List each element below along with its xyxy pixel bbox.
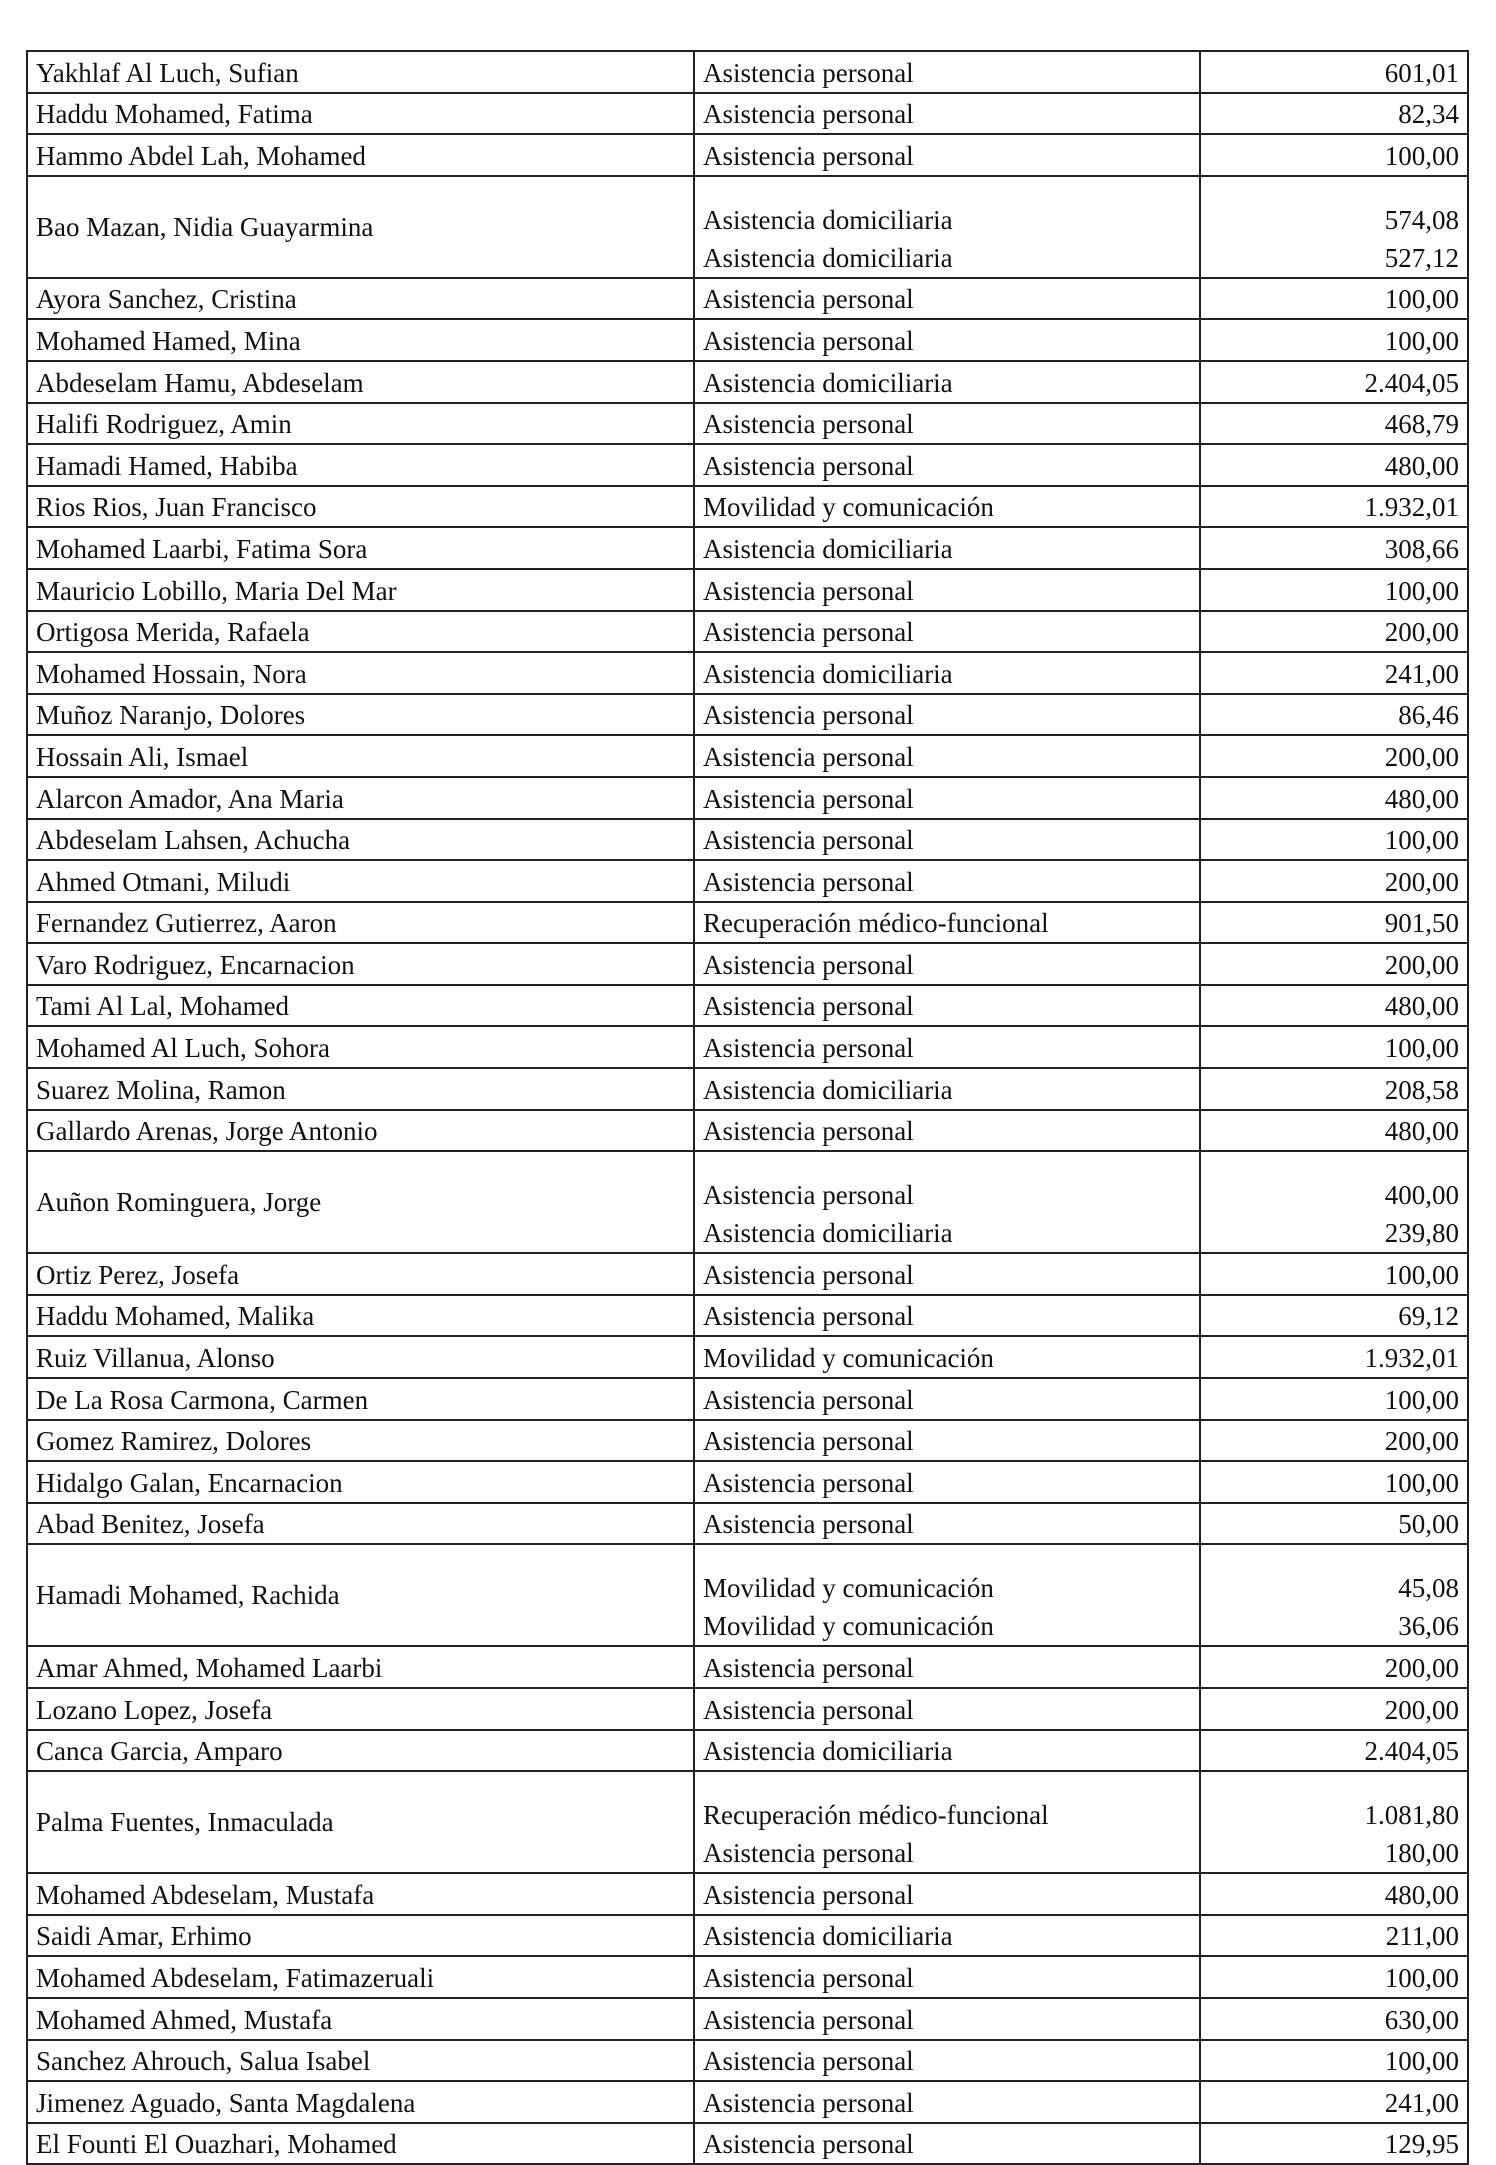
aid-amount-cell	[1200, 361, 1468, 403]
aid-concept-cell	[694, 1503, 1200, 1545]
aid-concept: Asistencia domiciliaria	[703, 242, 953, 273]
aid-concept-cell	[694, 1378, 1200, 1420]
aid-amount-cell	[1200, 652, 1468, 694]
aid-concept-cell	[694, 2040, 1200, 2082]
aid-amount: 100,00	[1384, 1384, 1459, 1415]
document-page	[26, 50, 1469, 2165]
table-row	[27, 2123, 1468, 2165]
aid-amount: 200,00	[1384, 741, 1459, 772]
aid-concept-cell	[694, 777, 1200, 819]
beneficiary-name: El Founti El Ouazhari, Mohamed	[27, 2123, 694, 2165]
aid-concept-cell	[694, 1253, 1200, 1295]
aid-amount-cell	[1200, 527, 1468, 569]
beneficiary-name: Palma Fuentes, Inmaculada	[27, 1771, 694, 1873]
aid-amount: 200,00	[1384, 617, 1459, 648]
aid-amount-cell	[1200, 1544, 1468, 1646]
table-row	[27, 1771, 1468, 1873]
beneficiary-name: Ortiz Perez, Josefa	[27, 1253, 694, 1295]
aid-concept: Asistencia domiciliaria	[703, 1921, 953, 1952]
aid-amount-cell	[1200, 985, 1468, 1027]
table-row	[27, 403, 1468, 445]
aid-concept: Asistencia personal	[703, 325, 914, 356]
table-row	[27, 527, 1468, 569]
aid-amount: 200,00	[1384, 866, 1459, 897]
table-row	[27, 1544, 1468, 1646]
aid-concept-cell	[694, 652, 1200, 694]
aid-amount: 100,00	[1384, 1033, 1459, 1064]
beneficiary-table	[26, 50, 1469, 2165]
aid-concept: Asistencia personal	[703, 825, 914, 856]
aid-concept-cell	[694, 527, 1200, 569]
aid-amount: 82,34	[1398, 99, 1459, 130]
aid-concept: Asistencia domiciliaria	[703, 204, 953, 235]
aid-concept: Asistencia personal	[703, 783, 914, 814]
beneficiary-name: Abdeselam Hamu, Abdeselam	[27, 361, 694, 403]
table-row	[27, 1873, 1468, 1915]
aid-concept: Asistencia personal	[703, 57, 914, 88]
table-row	[27, 777, 1468, 819]
beneficiary-name: Suarez Molina, Ramon	[27, 1068, 694, 1110]
table-row	[27, 51, 1468, 93]
beneficiary-name: Mohamed Hamed, Mina	[27, 319, 694, 361]
aid-concept-cell	[694, 1771, 1200, 1873]
beneficiary-name: Mohamed Hossain, Nora	[27, 652, 694, 694]
aid-amount-cell	[1200, 569, 1468, 611]
aid-amount-cell	[1200, 2081, 1468, 2123]
beneficiary-name: Auñon Rominguera, Jorge	[27, 1151, 694, 1253]
aid-concept-cell	[694, 1420, 1200, 1462]
aid-concept-cell	[694, 985, 1200, 1027]
aid-amount-cell	[1200, 1336, 1468, 1378]
aid-concept: Asistencia personal	[703, 1838, 914, 1869]
aid-concept-cell	[694, 1646, 1200, 1688]
aid-amount: 239,80	[1384, 1218, 1459, 1249]
table-row	[27, 1253, 1468, 1295]
beneficiary-name: Hamadi Mohamed, Rachida	[27, 1544, 694, 1646]
aid-amount-cell	[1200, 93, 1468, 135]
aid-amount: 36,06	[1398, 1611, 1459, 1642]
table-row	[27, 902, 1468, 944]
table-row	[27, 1378, 1468, 1420]
aid-amount: 129,95	[1384, 2129, 1459, 2160]
aid-amount: 100,00	[1384, 325, 1459, 356]
aid-concept: Asistencia personal	[703, 140, 914, 171]
aid-amount: 100,00	[1384, 2046, 1459, 2077]
aid-amount-cell	[1200, 860, 1468, 902]
aid-concept: Asistencia personal	[703, 1180, 914, 1211]
aid-concept: Asistencia domiciliaria	[703, 1736, 953, 1767]
aid-amount: 2.404,05	[1364, 367, 1459, 398]
aid-concept-cell	[694, 444, 1200, 486]
beneficiary-name: Varo Rodriguez, Encarnacion	[27, 943, 694, 985]
beneficiary-name: Mohamed Laarbi, Fatima Sora	[27, 527, 694, 569]
aid-concept: Asistencia personal	[703, 2004, 914, 2035]
aid-amount-cell	[1200, 1068, 1468, 1110]
table-row	[27, 819, 1468, 861]
aid-amount-cell	[1200, 1295, 1468, 1337]
aid-concept: Asistencia personal	[703, 949, 914, 980]
aid-amount: 468,79	[1384, 409, 1459, 440]
beneficiary-name: Ruiz Villanua, Alonso	[27, 1336, 694, 1378]
aid-amount: 100,00	[1384, 284, 1459, 315]
beneficiary-name: Mohamed Ahmed, Mustafa	[27, 1998, 694, 2040]
beneficiary-name: Ayora Sanchez, Cristina	[27, 278, 694, 320]
table-row	[27, 486, 1468, 528]
aid-concept-cell	[694, 1873, 1200, 1915]
beneficiary-name: Canca Garcia, Amparo	[27, 1730, 694, 1772]
aid-concept-cell	[694, 819, 1200, 861]
aid-concept-cell	[694, 1956, 1200, 1998]
aid-concept: Asistencia personal	[703, 1962, 914, 1993]
aid-concept: Recuperación médico-funcional	[703, 908, 1049, 939]
table-row	[27, 694, 1468, 736]
aid-amount-cell	[1200, 319, 1468, 361]
aid-concept: Asistencia personal	[703, 991, 914, 1022]
aid-concept: Recuperación médico-funcional	[703, 1800, 1049, 1831]
table-row	[27, 860, 1468, 902]
aid-concept: Asistencia personal	[703, 284, 914, 315]
beneficiary-name: Lozano Lopez, Josefa	[27, 1688, 694, 1730]
table-row	[27, 134, 1468, 176]
beneficiary-name: Alarcon Amador, Ana Maria	[27, 777, 694, 819]
aid-concept-cell	[694, 51, 1200, 93]
aid-amount-cell	[1200, 1730, 1468, 1772]
aid-concept: Asistencia personal	[703, 866, 914, 897]
aid-amount-cell	[1200, 1915, 1468, 1957]
aid-amount: 1.932,01	[1364, 1343, 1459, 1374]
aid-amount-cell	[1200, 403, 1468, 445]
table-row	[27, 444, 1468, 486]
table-row	[27, 93, 1468, 135]
beneficiary-name: Hossain Ali, Ismael	[27, 735, 694, 777]
aid-amount-cell	[1200, 694, 1468, 736]
aid-concept-cell	[694, 1068, 1200, 1110]
beneficiary-name: Gomez Ramirez, Dolores	[27, 1420, 694, 1462]
aid-amount-cell	[1200, 1461, 1468, 1503]
aid-amount: 601,01	[1384, 57, 1459, 88]
table-row	[27, 985, 1468, 1027]
aid-amount-cell	[1200, 2040, 1468, 2082]
aid-concept: Asistencia personal	[703, 1384, 914, 1415]
aid-concept: Asistencia domiciliaria	[703, 367, 953, 398]
table-body	[27, 51, 1468, 2164]
table-row	[27, 1688, 1468, 1730]
beneficiary-name: Hidalgo Galan, Encarnacion	[27, 1461, 694, 1503]
aid-amount: 100,00	[1384, 575, 1459, 606]
aid-amount: 200,00	[1384, 1653, 1459, 1683]
aid-concept-cell	[694, 134, 1200, 176]
aid-amount: 200,00	[1384, 1694, 1459, 1725]
aid-concept-cell	[694, 2081, 1200, 2123]
beneficiary-name: Rios Rios, Juan Francisco	[27, 486, 694, 528]
table-row	[27, 569, 1468, 611]
table-row	[27, 176, 1468, 278]
aid-concept: Asistencia personal	[703, 575, 914, 606]
aid-amount-cell	[1200, 1998, 1468, 2040]
aid-concept: Asistencia personal	[703, 1033, 914, 1064]
aid-amount: 527,12	[1384, 242, 1459, 273]
aid-concept: Asistencia personal	[703, 1259, 914, 1290]
aid-concept-cell	[694, 860, 1200, 902]
aid-amount-cell	[1200, 1688, 1468, 1730]
beneficiary-name: Amar Ahmed, Mohamed Laarbi	[27, 1646, 694, 1688]
aid-concept: Asistencia personal	[703, 2129, 914, 2160]
aid-amount: 574,08	[1384, 204, 1459, 235]
aid-amount-cell	[1200, 611, 1468, 653]
aid-amount: 100,00	[1384, 140, 1459, 171]
beneficiary-name: Muñoz Naranjo, Dolores	[27, 694, 694, 736]
table-row	[27, 1110, 1468, 1152]
beneficiary-name: Mohamed Al Luch, Sohora	[27, 1026, 694, 1068]
aid-concept: Asistencia personal	[703, 1653, 914, 1683]
table-row	[27, 1151, 1468, 1253]
aid-concept-cell	[694, 1026, 1200, 1068]
beneficiary-name: Gallardo Arenas, Jorge Antonio	[27, 1110, 694, 1152]
aid-concept-cell	[694, 735, 1200, 777]
table-row	[27, 1730, 1468, 1772]
aid-concept: Asistencia domiciliaria	[703, 658, 953, 689]
aid-amount: 901,50	[1384, 908, 1459, 939]
aid-concept: Asistencia personal	[703, 741, 914, 772]
aid-amount: 630,00	[1384, 2004, 1459, 2035]
table-row	[27, 1503, 1468, 1545]
aid-concept-cell	[694, 319, 1200, 361]
aid-amount: 100,00	[1384, 1962, 1459, 1993]
beneficiary-name: Ahmed Otmani, Miludi	[27, 860, 694, 902]
aid-concept-cell	[694, 1151, 1200, 1253]
aid-amount-cell	[1200, 1378, 1468, 1420]
beneficiary-name: Abdeselam Lahsen, Achucha	[27, 819, 694, 861]
aid-amount-cell	[1200, 134, 1468, 176]
aid-concept: Asistencia personal	[703, 700, 914, 731]
aid-concept: Movilidad y comunicación	[703, 1573, 994, 1604]
table-row	[27, 2081, 1468, 2123]
table-row	[27, 735, 1468, 777]
beneficiary-name: Tami Al Lal, Mohamed	[27, 985, 694, 1027]
aid-amount: 480,00	[1384, 450, 1459, 481]
aid-amount: 69,12	[1398, 1301, 1459, 1332]
table-row	[27, 1915, 1468, 1957]
aid-concept-cell	[694, 1336, 1200, 1378]
beneficiary-name: Haddu Mohamed, Malika	[27, 1295, 694, 1337]
aid-concept: Asistencia personal	[703, 2046, 914, 2077]
table-row	[27, 361, 1468, 403]
table-row	[27, 1461, 1468, 1503]
aid-amount: 400,00	[1384, 1180, 1459, 1211]
aid-concept: Asistencia personal	[703, 2087, 914, 2118]
beneficiary-name: Mauricio Lobillo, Maria Del Mar	[27, 569, 694, 611]
aid-concept-cell	[694, 1915, 1200, 1957]
aid-concept: Asistencia domiciliaria	[703, 1218, 953, 1249]
aid-amount-cell	[1200, 943, 1468, 985]
aid-amount-cell	[1200, 1956, 1468, 1998]
aid-concept: Asistencia personal	[703, 1467, 914, 1498]
aid-concept: Movilidad y comunicación	[703, 1611, 994, 1642]
aid-amount: 308,66	[1384, 533, 1459, 564]
aid-concept-cell	[694, 176, 1200, 278]
table-row	[27, 319, 1468, 361]
table-row	[27, 2040, 1468, 2082]
aid-concept-cell	[694, 2123, 1200, 2165]
aid-amount: 480,00	[1384, 1116, 1459, 1147]
aid-amount-cell	[1200, 51, 1468, 93]
beneficiary-name: Mohamed Abdeselam, Fatimazeruali	[27, 1956, 694, 1998]
beneficiary-name: Mohamed Abdeselam, Mustafa	[27, 1873, 694, 1915]
aid-amount-cell	[1200, 2123, 1468, 2165]
aid-concept: Asistencia domiciliaria	[703, 1074, 953, 1105]
aid-amount: 241,00	[1384, 658, 1459, 689]
aid-amount-cell	[1200, 444, 1468, 486]
aid-concept: Asistencia personal	[703, 1426, 914, 1457]
beneficiary-name: Sanchez Ahrouch, Salua Isabel	[27, 2040, 694, 2082]
aid-concept: Asistencia personal	[703, 99, 914, 130]
aid-concept-cell	[694, 403, 1200, 445]
aid-concept-cell	[694, 486, 1200, 528]
beneficiary-name: Ortigosa Merida, Rafaela	[27, 611, 694, 653]
aid-amount-cell	[1200, 1253, 1468, 1295]
aid-concept-cell	[694, 93, 1200, 135]
aid-concept: Asistencia personal	[703, 1509, 914, 1540]
table-row	[27, 278, 1468, 320]
aid-amount: 100,00	[1384, 825, 1459, 856]
table-row	[27, 1998, 1468, 2040]
aid-amount-cell	[1200, 176, 1468, 278]
beneficiary-name: Halifi Rodriguez, Amin	[27, 403, 694, 445]
aid-amount-cell	[1200, 1110, 1468, 1152]
beneficiary-name: Saidi Amar, Erhimo	[27, 1915, 694, 1957]
aid-amount-cell	[1200, 735, 1468, 777]
aid-concept: Asistencia personal	[703, 617, 914, 648]
aid-amount: 100,00	[1384, 1467, 1459, 1498]
table-row	[27, 1420, 1468, 1462]
aid-concept-cell	[694, 1688, 1200, 1730]
aid-concept-cell	[694, 1295, 1200, 1337]
aid-amount: 100,00	[1384, 1259, 1459, 1290]
aid-amount-cell	[1200, 819, 1468, 861]
beneficiary-name: Hamadi Hamed, Habiba	[27, 444, 694, 486]
table-row	[27, 611, 1468, 653]
table-row	[27, 943, 1468, 985]
aid-amount: 1.081,80	[1364, 1800, 1459, 1831]
aid-amount: 241,00	[1384, 2087, 1459, 2118]
table-row	[27, 1956, 1468, 1998]
aid-amount: 480,00	[1384, 1879, 1459, 1910]
aid-amount: 208,58	[1384, 1074, 1459, 1105]
aid-concept: Asistencia personal	[703, 1116, 914, 1147]
aid-amount: 200,00	[1384, 949, 1459, 980]
table-row	[27, 1336, 1468, 1378]
aid-amount-cell	[1200, 1026, 1468, 1068]
aid-concept-cell	[694, 943, 1200, 985]
table-row	[27, 652, 1468, 694]
aid-concept-cell	[694, 1544, 1200, 1646]
table-row	[27, 1026, 1468, 1068]
aid-amount-cell	[1200, 777, 1468, 819]
aid-concept-cell	[694, 569, 1200, 611]
aid-amount: 480,00	[1384, 783, 1459, 814]
aid-concept-cell	[694, 1461, 1200, 1503]
beneficiary-name: Yakhlaf Al Luch, Sufian	[27, 51, 694, 93]
aid-amount: 45,08	[1398, 1573, 1459, 1604]
aid-concept: Asistencia domiciliaria	[703, 533, 953, 564]
table-row	[27, 1068, 1468, 1110]
aid-amount-cell	[1200, 1873, 1468, 1915]
aid-concept: Asistencia personal	[703, 1694, 914, 1725]
aid-concept: Asistencia personal	[703, 1301, 914, 1332]
beneficiary-name: De La Rosa Carmona, Carmen	[27, 1378, 694, 1420]
aid-amount-cell	[1200, 486, 1468, 528]
aid-amount: 211,00	[1385, 1921, 1459, 1952]
aid-amount: 50,00	[1398, 1509, 1459, 1540]
beneficiary-name: Abad Benitez, Josefa	[27, 1503, 694, 1545]
beneficiary-name: Hammo Abdel Lah, Mohamed	[27, 134, 694, 176]
aid-concept-cell	[694, 1730, 1200, 1772]
aid-amount-cell	[1200, 1646, 1468, 1688]
aid-amount: 1.932,01	[1364, 492, 1459, 523]
beneficiary-name: Bao Mazan, Nidia Guayarmina	[27, 176, 694, 278]
aid-amount-cell	[1200, 1503, 1468, 1545]
aid-amount-cell	[1200, 1151, 1468, 1253]
table-row	[27, 1295, 1468, 1337]
aid-concept-cell	[694, 1110, 1200, 1152]
aid-concept-cell	[694, 278, 1200, 320]
aid-amount-cell	[1200, 1420, 1468, 1462]
aid-concept: Asistencia personal	[703, 1879, 914, 1910]
aid-amount: 180,00	[1384, 1838, 1459, 1869]
aid-concept: Asistencia personal	[703, 450, 914, 481]
aid-amount-cell	[1200, 902, 1468, 944]
aid-amount: 480,00	[1384, 991, 1459, 1022]
aid-concept-cell	[694, 902, 1200, 944]
beneficiary-name: Jimenez Aguado, Santa Magdalena	[27, 2081, 694, 2123]
aid-concept-cell	[694, 694, 1200, 736]
table-row	[27, 1646, 1468, 1688]
aid-amount: 200,00	[1384, 1426, 1459, 1457]
aid-amount-cell	[1200, 1771, 1468, 1873]
beneficiary-name: Fernandez Gutierrez, Aaron	[27, 902, 694, 944]
beneficiary-name: Haddu Mohamed, Fatima	[27, 93, 694, 135]
aid-concept: Movilidad y comunicación	[703, 492, 994, 523]
aid-amount-cell	[1200, 278, 1468, 320]
aid-concept-cell	[694, 361, 1200, 403]
aid-concept-cell	[694, 611, 1200, 653]
aid-amount: 86,46	[1398, 700, 1459, 731]
aid-concept: Movilidad y comunicación	[703, 1343, 994, 1374]
aid-concept: Asistencia personal	[703, 409, 914, 440]
aid-amount: 2.404,05	[1364, 1736, 1459, 1767]
aid-concept-cell	[694, 1998, 1200, 2040]
